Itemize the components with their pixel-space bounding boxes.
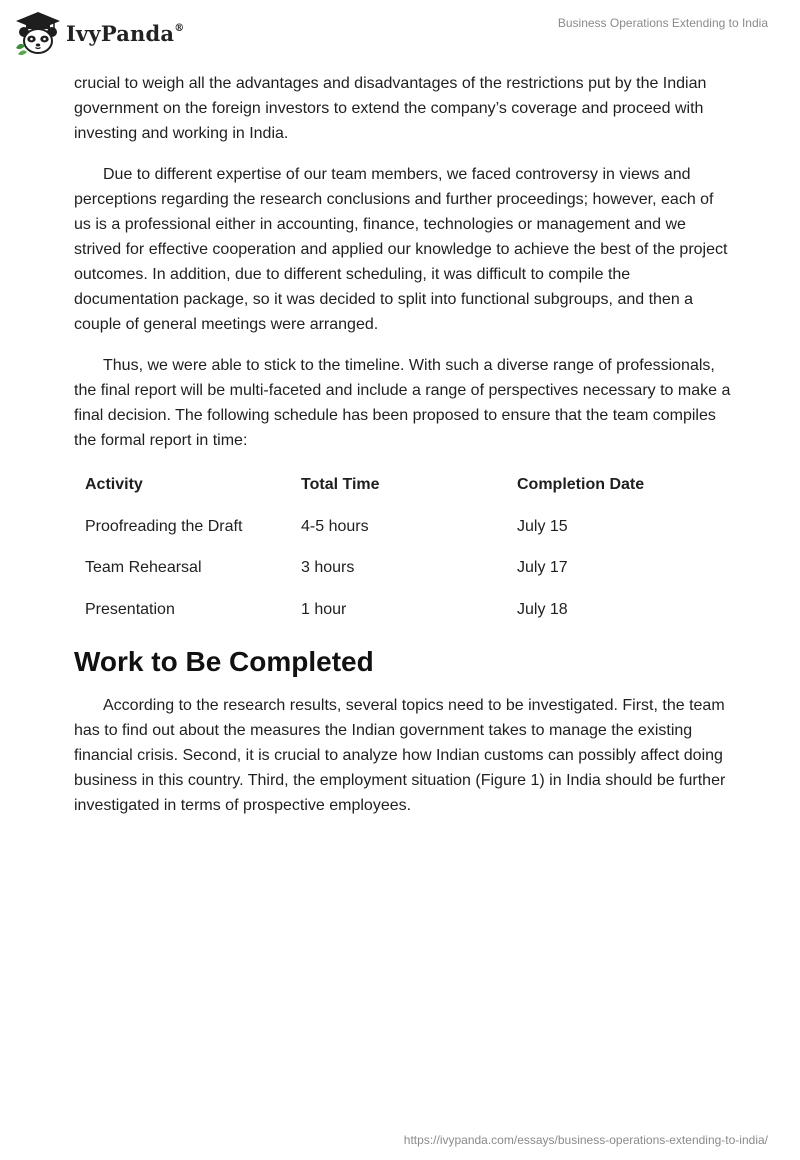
document-title: Business Operations Extending to India	[557, 16, 768, 30]
table-row	[74, 589, 724, 631]
column-header-total-time: Total Time	[301, 476, 380, 494]
table-cell: July 17	[517, 559, 568, 577]
brand-name-text: IvyPanda	[66, 20, 175, 46]
source-url[interactable]: https://ivypanda.com/essays/business-operations-extending-to-india/	[403, 1133, 768, 1147]
ivypanda-logo[interactable]	[14, 9, 184, 57]
table-cell: Team Rehearsal	[85, 559, 202, 577]
article-content	[74, 71, 734, 834]
table-cell: 4-5 hours	[301, 517, 369, 535]
table-row	[74, 547, 724, 589]
table-header-row	[74, 464, 724, 506]
table-cell: 3 hours	[301, 559, 355, 577]
schedule-table	[74, 464, 724, 630]
column-header-completion-date: Completion Date	[517, 476, 645, 494]
table-row	[74, 506, 724, 548]
paragraph: crucial to weigh all the advantages and disadvantages of the restrictions put by the Indian government on the foreign investors to extend the company’s coverage and proceed with investing and working in India.	[74, 75, 707, 142]
paragraph: Thus, we were able to stick to the timeline. With such a diverse range of professionals, the final report will be multi-faceted and include a range of perspectives necessary to make a final decision. The following schedule has been proposed to ensure that the team compiles the formal report in time:	[74, 357, 731, 449]
table-cell: Presentation	[85, 600, 175, 618]
table-cell: 1 hour	[301, 600, 347, 618]
section-heading: Work to Be Completed	[74, 646, 374, 677]
paragraph: Due to different expertise of our team members, we faced controversy in views and perceptions regarding the research conclusions and further proceedings; however, each of us is a professional either in accounting, finance, technologies or management and we strived for effective cooperation and applied our knowledge to achieve the best of the project outcomes. In addition, due to different scheduling, it was difficult to compile the documentation package, so it was decided to split into functional subgroups, and then a couple of general meetings were arranged.	[74, 166, 728, 333]
paragraph: According to the research results, several topics need to be investigated. First, the team has to find out about the measures the Indian government takes to manage the existing financial crisis. Second, it is crucial to analyze how Indian customs can possibly affect doing business in this country. Third, the employment situation (Figure 1) in India should be further investigated in terms of prospective employees.	[74, 697, 726, 814]
table-cell: July 18	[517, 600, 568, 618]
panda-graduation-cap-icon	[14, 10, 62, 56]
page-header	[0, 0, 800, 60]
column-header-activity: Activity	[85, 476, 143, 494]
registered-mark: ®	[174, 22, 185, 34]
table-cell: Proofreading the Draft	[85, 517, 243, 535]
brand-name	[66, 21, 184, 46]
table-cell: July 15	[517, 517, 568, 535]
